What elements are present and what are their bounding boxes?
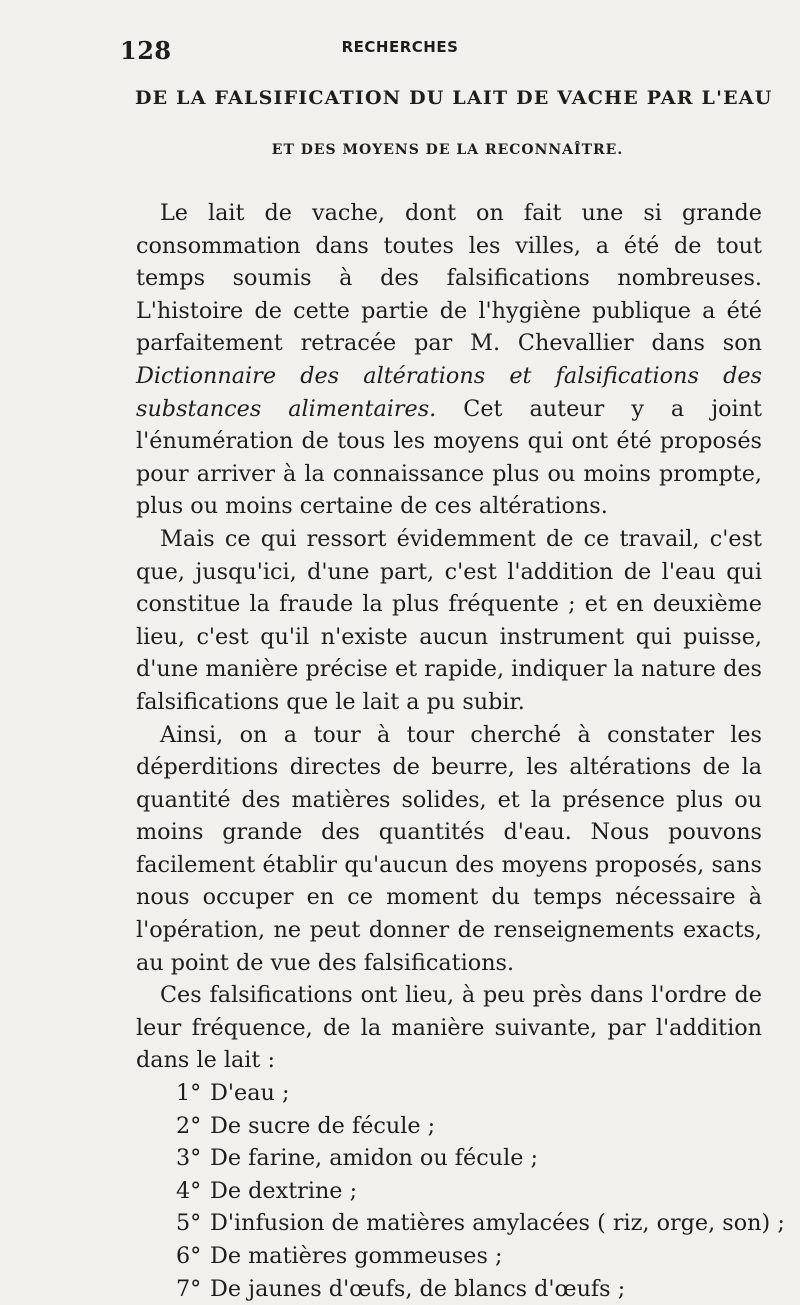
page-number: 128 [120,36,172,65]
page-header [0,36,800,66]
list-item-number: 3° [176,1145,202,1172]
article-title: DE LA FALSIFICATION DU LAIT DE VACHE PAR L'EAU [135,87,773,109]
list-item [136,1207,785,1240]
paragraph-2: Mais ce qui ressort évidemment de ce travail, c'est que, jusqu'ici, d'une part, c'est l'addition de l'eau qui constitue la fraude la plus fréquente ; et en deuxième lieu, c'est qu'il n'existe aucun instrument qui puisse, d'une manière précise et rapide, indiquer la nature des falsifications que le lait a pu subir. [136,525,762,715]
list-item-text: De sucre de fécule ; [210,1112,436,1139]
paragraph-3: Ainsi, on a tour à tour cherché à constater les déperditions directes de beurre, les altérations de la quantité des matières solides, et la présence plus ou moins grande des quantités d'eau. Nous pouvons facilement établir qu'aucun des moyens proposés, sans nous occuper en ce moment du temps nécessaire à l'opération, ne peut donner de renseignements exacts, au point de vue des falsifications. [136,721,762,976]
list-item-text: De dextrine ; [210,1177,358,1204]
list-item-number: 4° [176,1177,202,1204]
list-item-number: 5° [176,1210,202,1237]
running-head: RECHERCHES [341,38,459,56]
list-item-number: 1° [176,1080,202,1107]
list-item-text: De farine, amidon ou fécule ; [210,1145,539,1172]
article-subtitle: ET DES MOYENS DE LA RECONNAÎTRE. [271,142,624,158]
paragraph-4: Ces falsifications ont lieu, à peu près dans l'ordre de leur fréquence, de la manière suivante, par l'addition dans le lait : [136,982,762,1074]
list-item-number: 2° [176,1112,202,1139]
list-item [136,1110,762,1143]
list-item [136,1240,762,1273]
list-item [136,1142,762,1175]
list-item-number: 6° [176,1243,202,1269]
book-title-italic: Dictionnaire des altérations et falsifications des substances alimentaires. [136,362,762,422]
paragraph-1-text-before: Le lait de vache, dont on fait une si grande consommation dans toutes les villes, a été de tout temps soumis à des falsifications nombreuses. L'histoire de cette partie de l'hygiène publique a été parfaitement retracée par M. Chevallier dans son [136,200,762,357]
list-item-text: De jaunes d'œufs, de blancs d'œufs ; [210,1275,626,1302]
list-item-text: De matières gommeuses ; [210,1243,503,1269]
list-item [136,1175,762,1208]
article-body [136,197,785,1305]
list-item [136,1273,762,1305]
list-item-text: D'infusion de matières amylacées ( riz, orge, son) ; [210,1210,785,1237]
list-item-number: 7° [176,1275,202,1302]
falsifications-list [136,1077,785,1305]
list-item [136,1077,762,1110]
paragraph-1 [136,197,762,523]
paragraph-1-text-after: Cet auteur y a joint l'énumération de tous les moyens qui ont été proposés pour arriver à la connaissance plus ou moins prompte, plus ou moins certaine de ces altérations. [136,395,762,520]
list-item-text: D'eau ; [210,1080,290,1107]
